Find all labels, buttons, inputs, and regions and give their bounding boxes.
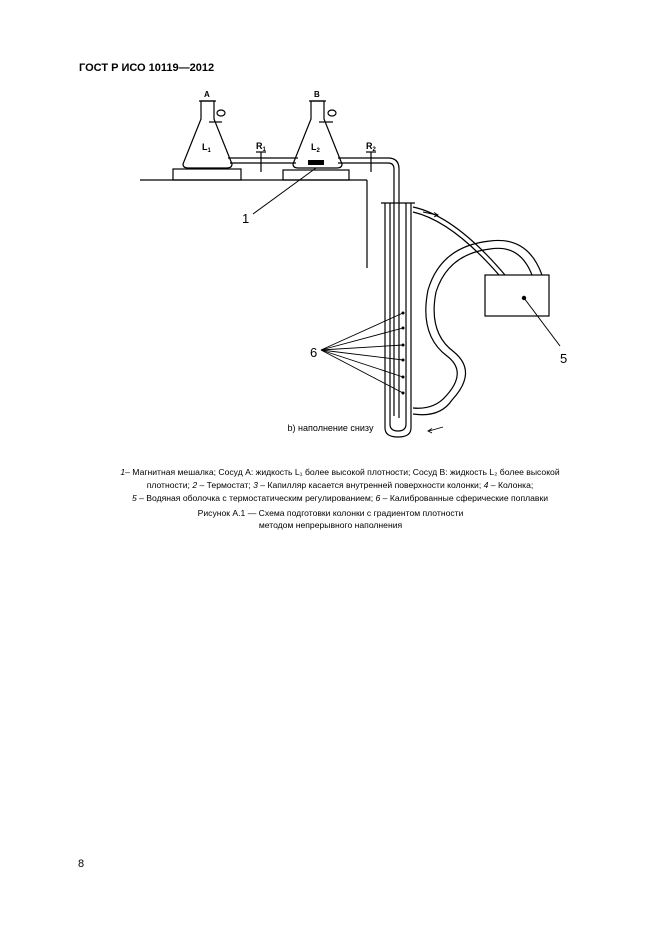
callout-5: 5 <box>560 351 568 366</box>
legend-line-2: плотности; 2 – Термостат; 3 – Капилляр касается внутренней поверхности колонки; 4 – Колонка; <box>146 480 534 490</box>
figure-legend <box>70 466 610 505</box>
document-header: ГОСТ Р ИСО 10119—2012 <box>79 62 215 74</box>
stand-a <box>173 169 241 180</box>
flask-a-stopper <box>217 110 225 116</box>
figure-title <box>0 507 661 531</box>
label-liquid-1: $L_1$ <box>202 142 211 154</box>
label-valve-r2: $R_2$ <box>366 141 376 153</box>
label-vessel-a: A <box>204 90 210 99</box>
callout-6: 6 <box>310 345 318 360</box>
thermostat-box <box>485 275 549 316</box>
hose-top-inner <box>413 212 499 275</box>
stirrer-bar <box>308 160 324 165</box>
page-number: 8 <box>78 858 85 870</box>
callout-1-leader <box>253 168 316 214</box>
label-vessel-b: B <box>314 90 320 99</box>
magnetic-stirrer <box>283 170 349 180</box>
column-inner <box>390 203 406 431</box>
legend-line-3: 5 – Водяная оболочка с термостатическим регулированием; 6 – Калиброванные сферические поплавки <box>131 493 549 503</box>
label-valve-r1: $R_1$ <box>256 141 266 153</box>
column-outer <box>385 203 411 437</box>
label-liquid-2: $L_2$ <box>311 142 320 154</box>
figure-title-line-1: Рисунок А.1 — Схема подготовки колонки с градиентом плотности <box>197 508 464 518</box>
callout-5-leader <box>524 298 560 346</box>
flask-b-stopper <box>328 110 336 116</box>
callout-6-leaders <box>321 313 403 393</box>
callout-1: 1 <box>242 211 250 226</box>
legend-line-1: 1– Магнитная мешалка; Сосуд А: жидкость L₁ более высокой плотности; Сосуд В: жидкость L₂ более высокой <box>120 467 560 477</box>
hose-return-outer <box>413 248 532 414</box>
figure-subcaption: b) наполнение снизу <box>287 423 374 433</box>
calibrated-floats <box>402 312 405 395</box>
hose-return-inner <box>413 240 542 408</box>
figure-title-line-2: методом непрерывного наполнения <box>258 520 403 530</box>
